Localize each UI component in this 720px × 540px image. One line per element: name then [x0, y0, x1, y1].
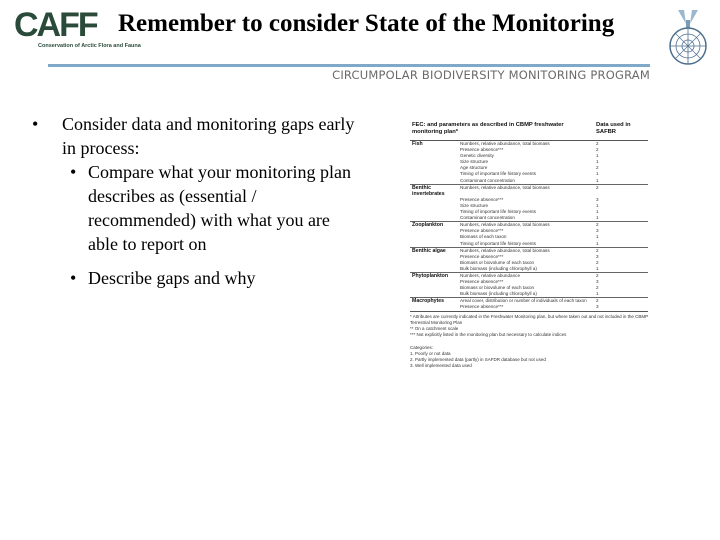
value-cell: 1	[596, 291, 599, 297]
parameter-cell: Timing of important life history events	[460, 209, 536, 215]
table-row	[410, 178, 648, 185]
table-row	[410, 222, 648, 229]
sub-bullet-item	[64, 160, 362, 256]
group-name	[410, 304, 458, 311]
value-cell: 1	[596, 234, 599, 240]
parameter-cell: Numbers, relative abundance	[458, 272, 594, 279]
bullet-item	[32, 112, 362, 160]
parameter-cell: Numbers, relative abundance, total biomass	[458, 184, 594, 197]
group-name	[410, 241, 458, 248]
parameters-table	[410, 121, 648, 427]
parameter-cell: Contaminant concentration	[460, 177, 515, 183]
table-row	[410, 272, 648, 279]
bullet-dot-icon: •	[70, 162, 77, 182]
note-line: *** Not explicitly listed in the monitoring plan but necessary to calculate indices	[410, 332, 567, 338]
slide-title: Remember to consider State of the Monitoring	[118, 10, 615, 37]
sub-bullet-text: Describe gaps and why	[88, 268, 256, 288]
note-line: Categories:	[410, 344, 434, 350]
table-row	[410, 304, 648, 311]
bullet-dot-icon: •	[32, 114, 39, 134]
value-cell: 1	[596, 209, 599, 215]
parameter-cell: Presence absence***	[460, 196, 504, 202]
group-name	[410, 178, 458, 185]
table-body	[410, 141, 648, 312]
table-row	[410, 215, 648, 222]
parameter-cell: Numbers, relative abundance, total biomass	[458, 247, 594, 254]
parameter-cell: Timing of important life history events	[460, 171, 536, 177]
value-cell: 2	[596, 259, 599, 265]
value-cell: 1	[596, 159, 599, 165]
caff-logo-letters: CAFF	[14, 6, 97, 44]
value-cell: 1	[596, 153, 599, 159]
table-row	[410, 298, 648, 305]
parameter-cell: Presence absence***	[460, 253, 504, 259]
parameter-cell: Biomass of each taxon	[460, 234, 507, 240]
value-cell: 2	[596, 285, 599, 291]
value-cell: 2	[594, 298, 648, 305]
table-row	[410, 291, 648, 298]
caff-logo-subtitle: Conservation of Arctic Flora and Fauna	[38, 43, 141, 49]
value-cell: 1	[596, 215, 599, 221]
table-row	[410, 141, 648, 148]
value-cell: 1	[596, 240, 599, 246]
parameter-cell: Contaminant concentration	[460, 215, 515, 221]
group-name	[410, 215, 458, 222]
parameter-cell: Size structure	[460, 202, 489, 208]
parameter-cell: Genetic diversity	[460, 153, 494, 159]
parameter-cell: Presence absence***	[460, 279, 504, 285]
parameter-cell: Timing of important life history events	[460, 240, 536, 246]
sub-bullet-text: Compare what your monitoring plan describes as (essential / recommended) with what you are able to report on	[88, 162, 351, 254]
note-line: Terrestrial Monitoring Plan	[410, 319, 463, 325]
value-cell: 3	[594, 304, 648, 311]
table-header-parameters: FEC: and parameters as described in CBMP freshwater monitoring plan*	[410, 121, 594, 141]
value-cell: 3	[596, 196, 599, 202]
bullet-text: Consider data and monitoring gaps early in process:	[62, 114, 355, 158]
value-cell: 2	[594, 247, 648, 254]
value-cell: 3	[596, 279, 599, 285]
table-row	[410, 266, 648, 273]
sub-bullet-item	[64, 266, 362, 290]
bullet-list	[32, 112, 362, 290]
group-name: Macrophytes	[410, 298, 458, 305]
group-name: Fish	[412, 141, 423, 147]
parameter-cell: Numbers, relative abundance, total biomass	[460, 141, 550, 146]
value-cell: 1	[596, 202, 599, 208]
group-name	[410, 291, 458, 298]
value-cell: 3	[596, 253, 599, 259]
table-row	[410, 184, 648, 197]
parameter-cell: Numbers, relative abundance, total biomass	[458, 222, 594, 229]
value-cell: 2	[594, 272, 648, 279]
note-line: * Attributes are currently indicated in the Freshwater Monitoring plan, but where taken out and not included in the CBMP	[410, 313, 649, 319]
group-name	[410, 266, 458, 273]
parameter-cell: Presence absence***	[460, 228, 504, 234]
value-cell: 2	[594, 222, 648, 229]
parameter-cell: Biomass or biovolume of each taxon	[460, 285, 535, 291]
parameter-cell: Areal cover, distribution or number of individuals of each taxon	[458, 298, 594, 305]
value-cell: 2	[596, 141, 599, 146]
value-cell: 2	[596, 147, 599, 153]
arctic-council-emblem-icon	[664, 6, 712, 66]
note-line: 3. Well implemented data used	[410, 363, 472, 369]
table-row	[410, 247, 648, 254]
value-cell: 3	[596, 228, 599, 234]
bullet-dot-icon: •	[70, 268, 77, 288]
parameter-cell: Bulk biomass (including chlorophyll a)	[460, 265, 537, 271]
value-cell: 2	[594, 184, 648, 197]
group-name: Phytoplankton	[410, 272, 458, 279]
program-name: CIRCUMPOLAR BIODIVERSITY MONITORING PROGRAM	[332, 68, 650, 82]
value-cell: 1	[596, 265, 599, 271]
value-cell: 1	[596, 171, 599, 177]
table-notes	[410, 314, 648, 370]
table-header-data-used: Data used in SAFBR	[594, 121, 648, 141]
value-cell: 1	[596, 177, 599, 183]
note-line: 1. Poorly or not data	[410, 350, 451, 356]
group-name: Benthic algae	[410, 247, 458, 254]
group-name: Zooplankton	[410, 222, 458, 229]
parameter-cell: Age structure	[460, 165, 488, 171]
value-cell: 2	[596, 165, 599, 171]
note-line: ** On a catchment scale	[410, 325, 459, 331]
parameter-cell: Size structure	[460, 159, 489, 165]
parameter-cell: Bulk biomass (including chlorophyll a)	[460, 291, 537, 297]
parameter-cell: Presence absence***	[458, 304, 594, 311]
parameter-cell: Biomass or biovolume of each taxon	[460, 259, 535, 265]
parameter-cell: Presence absence***	[460, 147, 504, 153]
table-row	[410, 241, 648, 248]
group-name: Benthic invertebrates	[410, 184, 458, 197]
note-line: 2. Partly implemented data (partly) in SAFDR database but not used	[410, 356, 546, 362]
header-rule	[48, 64, 650, 67]
